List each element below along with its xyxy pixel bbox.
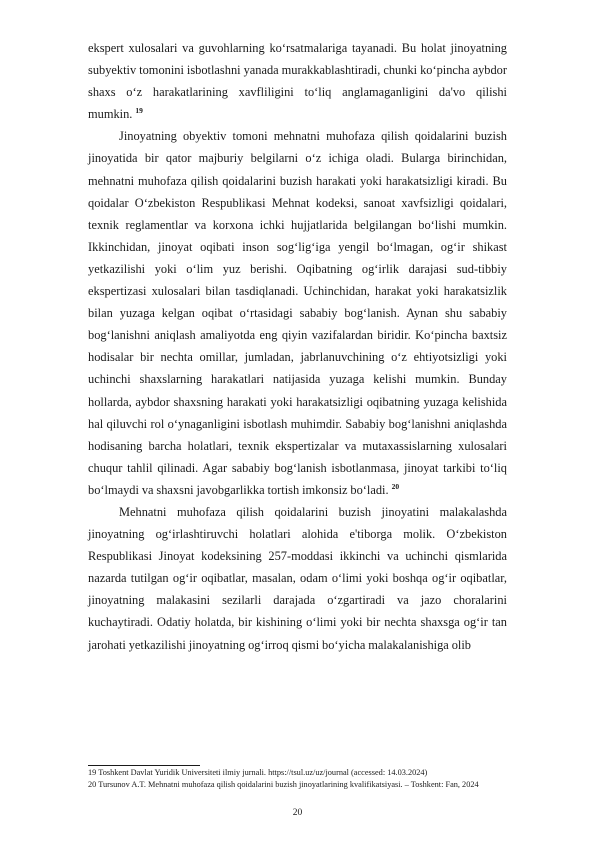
footnotes xyxy=(88,767,507,790)
paragraph-2 xyxy=(88,125,507,501)
footnote-19: 19 Toshkent Davlat Yuridik Universiteti ilmiy jurnali. https://tsul.uz/uz/journal (accessed: 14.03.2024) xyxy=(88,768,428,777)
footnote-20: 20 Tursunov A.T. Mehnatni muhofaza qilish qoidalarini buzish jinoyatlarining kvalifikatsiyasi. – Toshkent: Fan, 2024 xyxy=(88,779,479,789)
body-text xyxy=(88,37,507,656)
paragraph-2-text: Jinoyatning obyektiv tomoni mehnatni muhofaza qilish qoidalarini buzish jinoyatida bir qator majburiy belgilarni o‘z ichiga oladi. Bularga birinchidan, mehnatni muhofaza qilish qoidalarini buzish harakati yoki harakatsizligi kiradi. Bu qoidalar O‘zbekiston Respublikasi Mehnat kodeksi, sanoat xavfsizligi qoidalari, texnik reglamentlar va korxona ichki hujjatlarida belgilangan bo‘lishi mumkin. Ikkinchidan, jinoyat oqibati inson sog‘lig‘iga yengil bo‘lmagan, og‘ir shikast yetkazilishi yoki o‘lim yuz berishi. Oqibatning og‘irlik darajasi sud-tibbiy ekspertizasi xulosalari bilan tasdiqlanadi. Uchinchidan, harakat yoki harakatsizlik bilan yuzaga kelgan oqibat o‘rtasidagi sababiy bog‘lanish. Aynan shu sababiy bog‘lanishni aniqlash amaliyotda eng qiyin vazifalardan biridir. Ko‘pincha baxtsiz hodisalar bir nechta omillar, jumladan, jabrlanuvchining o‘z ehtiyotsizligi yoki uchinchi shaxslarning harakatlari natijasida yuzaga kelishi mumkin. Bunday hollarda, aybdor shaxsning harakati yoki harakatsizligi oqibatning yuzaga kelishida hal qiluvchi rol o‘ynaganligini isbotlash muhimdir. Sababiy bog‘lanishni aniqlashda hodisaning barcha holatlari, texnik ekspertizalar va mutaxassislarning xulosalari chuqur tahlil qilinadi. Agar sababiy bog‘lanish isbotlanmasa, jinoyat tarkibi to‘liq bo‘lmaydi va shaxsni javobgarlikka tortish imkonsiz bo‘ladi. xyxy=(88,129,507,497)
paragraph-1 xyxy=(88,37,507,125)
footnote-ref-19[interactable]: 19 xyxy=(135,106,143,116)
page-number: 20 xyxy=(292,808,303,818)
paragraph-3 xyxy=(88,501,507,656)
footnote-ref-20[interactable]: 20 xyxy=(391,481,400,491)
footnote-separator xyxy=(88,765,200,766)
paragraph-1-text: ekspert xulosalari va guvohlarning ko‘rsatmalariga tayanadi. Bu holat jinoyatning subyektiv tomonini isbotlashni yanada murakkablashtiradi, chunki ko‘pincha aybdor shaxs o‘z harakatlarining xavfliligini to‘liq anglamaganligini da'vo qilishi mumkin. xyxy=(88,41,507,122)
paragraph-3-text: Mehnatni muhofaza qilish qoidalarini buzish jinoyatini malakalashda jinoyatning og‘irlashtiruvchi holatlari alohida e'tiborga molik. O‘zbekiston Respublikasi Jinoyat kodeksining 257-moddasi ikkinchi va uchinchi qismlarida nazarda tutilgan og‘ir oqibatlar, masalan, odam o‘limi yoki boshqa og‘ir oqibatlar, jinoyatning malakasini sezilarli darajada o‘zgartiradi va jazo choralarini kuchaytiradi. Odatiy holatda, bir kishining o‘limi yoki bir nechta shaxsga og‘ir tan jarohati yetkazilishi jinoyatning og‘irroq qismi bo‘yicha malakalanishiga olib xyxy=(88,504,507,652)
